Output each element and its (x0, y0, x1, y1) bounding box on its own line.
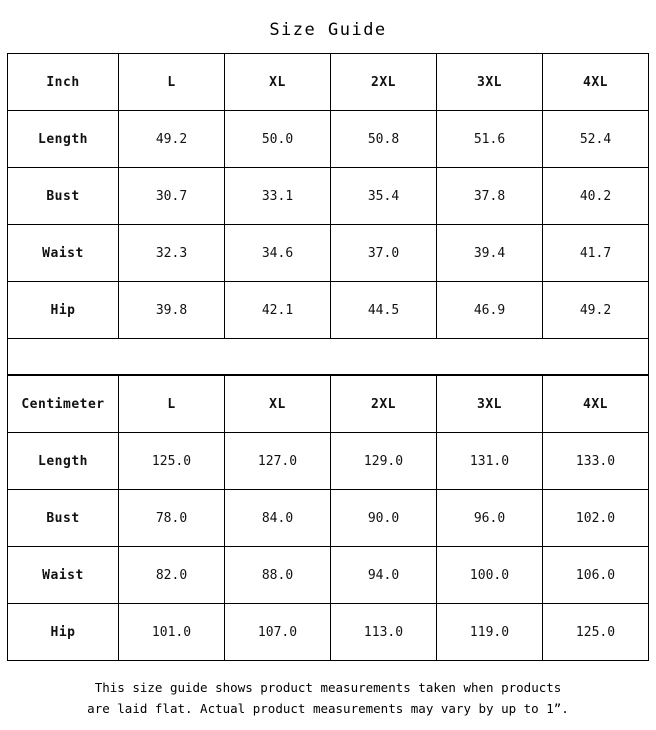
table-cell: 50.0 (225, 111, 331, 168)
table-cell: 88.0 (225, 547, 331, 604)
table-cell: 32.3 (119, 225, 225, 282)
footnote-line-1: This size guide shows product measurements taken when products (94, 680, 562, 695)
table-cell: 52.4 (543, 111, 649, 168)
table-cell: 34.6 (225, 225, 331, 282)
table-cell: 82.0 (119, 547, 225, 604)
column-header: 2XL (331, 54, 437, 111)
table-row (8, 547, 649, 604)
table-cell: 33.1 (225, 168, 331, 225)
table-cell: 35.4 (331, 168, 437, 225)
table-cell: 49.2 (543, 282, 649, 339)
column-header: 3XL (437, 376, 543, 433)
column-header: XL (225, 54, 331, 111)
unit-label-inch: Inch (8, 54, 119, 111)
table-cell: 90.0 (331, 490, 437, 547)
table-cell: 94.0 (331, 547, 437, 604)
table-row (8, 111, 649, 168)
column-header: 4XL (543, 376, 649, 433)
table-cell: 42.1 (225, 282, 331, 339)
table-row (8, 604, 649, 661)
table-gap-divider (7, 339, 649, 375)
table-cell: 46.9 (437, 282, 543, 339)
table-cell: 101.0 (119, 604, 225, 661)
table-header-row (8, 376, 649, 433)
table-header-row (8, 54, 649, 111)
table-cell: 107.0 (225, 604, 331, 661)
table-cell: 131.0 (437, 433, 543, 490)
row-label: Bust (8, 490, 119, 547)
size-table-centimeter (7, 375, 649, 661)
table-cell: 127.0 (225, 433, 331, 490)
column-header: L (119, 54, 225, 111)
table-cell: 37.0 (331, 225, 437, 282)
table-cell: 129.0 (331, 433, 437, 490)
table-cell: 78.0 (119, 490, 225, 547)
table-cell: 50.8 (331, 111, 437, 168)
table-cell: 102.0 (543, 490, 649, 547)
row-label: Length (8, 111, 119, 168)
table-cell: 133.0 (543, 433, 649, 490)
table-cell: 49.2 (119, 111, 225, 168)
row-label: Length (8, 433, 119, 490)
table-cell: 40.2 (543, 168, 649, 225)
table-cell: 44.5 (331, 282, 437, 339)
table-cell: 39.8 (119, 282, 225, 339)
row-label: Hip (8, 282, 119, 339)
row-label: Hip (8, 604, 119, 661)
table-cell: 96.0 (437, 490, 543, 547)
size-table-inch (7, 53, 649, 339)
row-label: Bust (8, 168, 119, 225)
footnote-line-2: are laid flat. Actual product measurements may vary by up to 1”. (87, 701, 569, 716)
unit-label-centimeter: Centimeter (8, 376, 119, 433)
column-header: 4XL (543, 54, 649, 111)
table-cell: 39.4 (437, 225, 543, 282)
column-header: 3XL (437, 54, 543, 111)
table-cell: 84.0 (225, 490, 331, 547)
table-cell: 30.7 (119, 168, 225, 225)
table-cell: 125.0 (543, 604, 649, 661)
row-label: Waist (8, 225, 119, 282)
column-header: 2XL (331, 376, 437, 433)
table-row (8, 225, 649, 282)
table-row (8, 433, 649, 490)
table-cell: 41.7 (543, 225, 649, 282)
column-header: L (119, 376, 225, 433)
table-cell: 113.0 (331, 604, 437, 661)
table-row (8, 168, 649, 225)
table-cell: 100.0 (437, 547, 543, 604)
footnote (7, 661, 649, 719)
table-row (8, 282, 649, 339)
table-cell: 125.0 (119, 433, 225, 490)
page-title: Size Guide (269, 20, 387, 40)
table-cell: 37.8 (437, 168, 543, 225)
table-cell: 106.0 (543, 547, 649, 604)
column-header: XL (225, 376, 331, 433)
table-cell: 51.6 (437, 111, 543, 168)
table-cell: 119.0 (437, 604, 543, 661)
table-row (8, 490, 649, 547)
row-label: Waist (8, 547, 119, 604)
